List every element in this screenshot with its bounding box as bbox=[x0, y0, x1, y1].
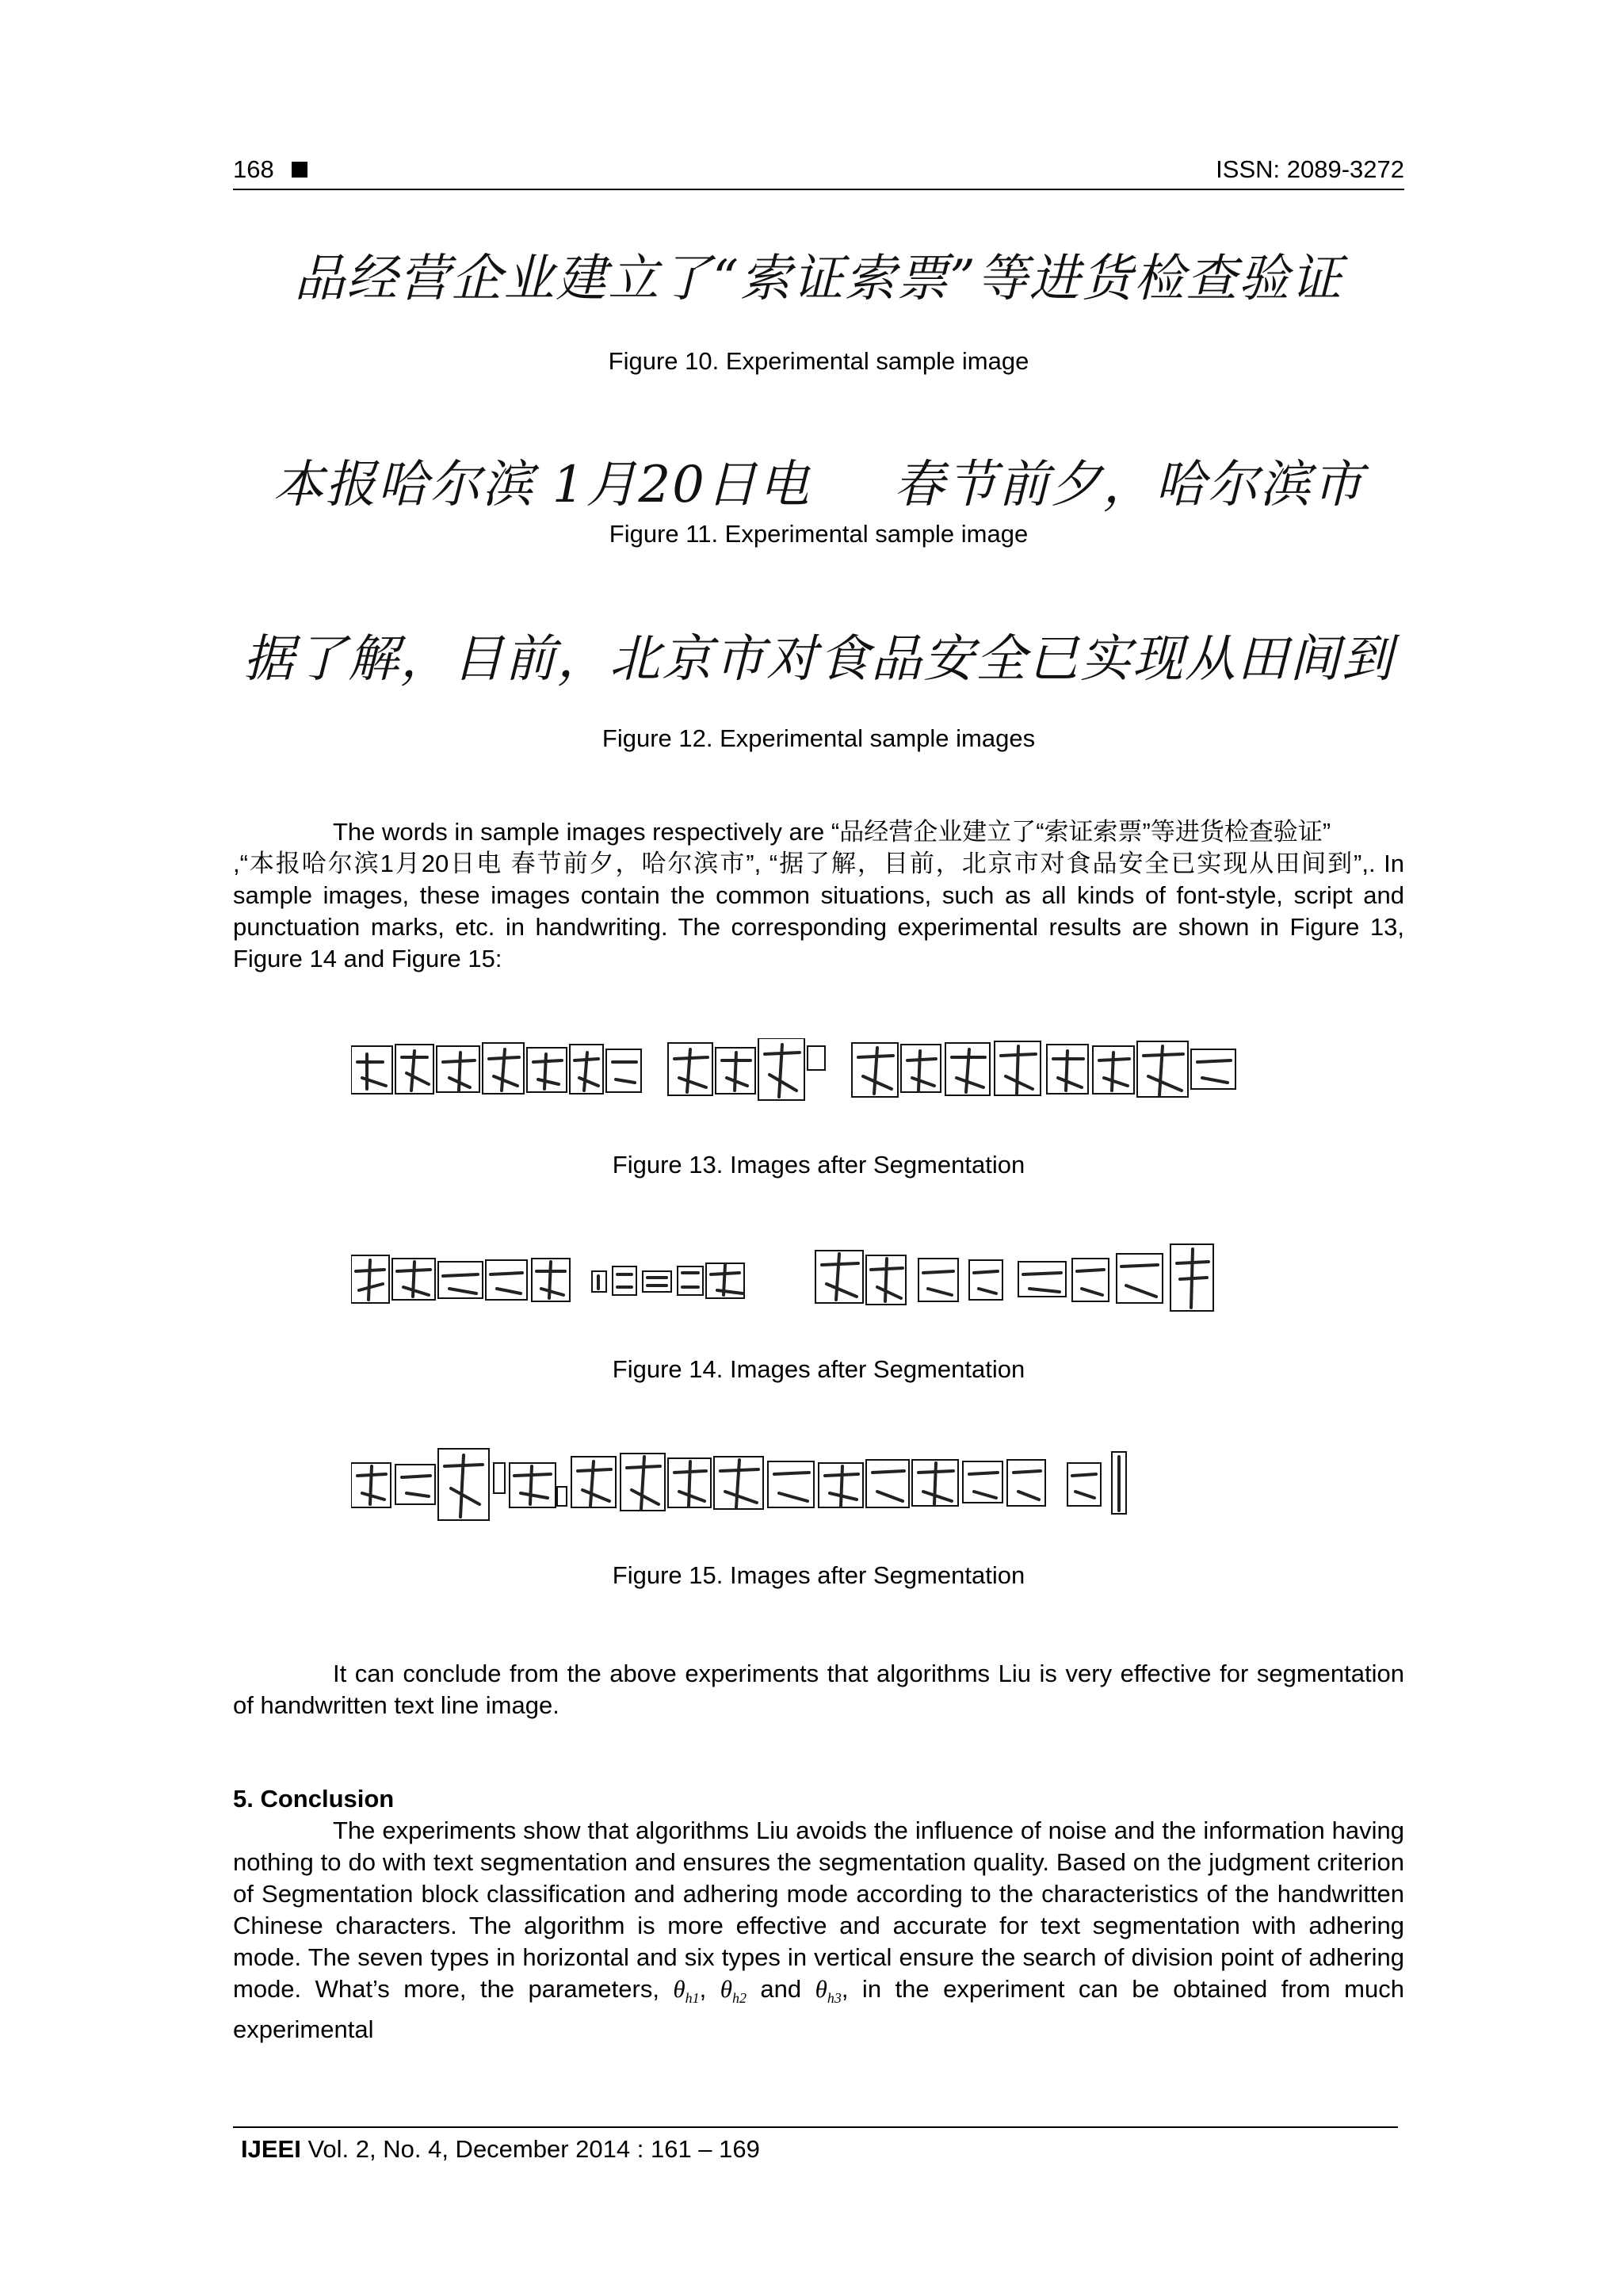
section-title-conclusion: 5. Conclusion bbox=[233, 1785, 395, 1813]
journal-name: IJEEI bbox=[241, 2135, 301, 2163]
figure-14-image bbox=[233, 1243, 1404, 1314]
figure-10-caption: Figure 10. Experimental sample image bbox=[608, 347, 1029, 375]
paragraph-line-1: The words in sample images respectively are “品经营企业建立了“索证索票”等进货检查验证” bbox=[333, 818, 1331, 846]
theta-h1: $\theta_{h1}$ bbox=[673, 1975, 700, 2007]
theta-h2: $\theta_{h2}$ bbox=[720, 1975, 747, 2007]
conclusion-main-text: The experiments show that algorithms Liu avoids the influence of noise and the information having nothing to do with text segmentation and ensures the segmentation quality. Based on the judgment criterion of Segmentation block classification and adhering mode according to the characteristics of the handwritten Chinese characters. The algorithm is more effective and accurate for text segmentation with adhering mode. The seven types in horizontal and six types in vertical ensure the search of division point of adhering mode. What’s more, the bbox=[233, 1817, 1404, 2003]
parameters-label: parameters, bbox=[528, 1975, 659, 2003]
conclusion-tail: , in the experiment can be obtained from much experimental bbox=[233, 1975, 1404, 2044]
figure-12-image: 据了解，目前，北京市对食品安全已实现从田间到 bbox=[243, 630, 1394, 689]
figure-10-image: 品经营企业建立了“索证索票”等进货检查验证 bbox=[294, 250, 1343, 308]
paragraph-conclusion: The experiments show that algorithms Liu avoids the influence of noise and the information having nothing to do with text segmentation and ensures the segmentation quality. Based on the judgment criterion of Segmentation block classification and adhering mode according to the characteristics of the handwritten Chinese characters. The algorithm is more effective and accurate for text segmentation with adhering mode. The seven types in horizontal and six types in vertical ensure the search of division point of adhering mode. What’s more, the parameters, $\theta_{h1}$, $\theta_{h2}$ and $\theta_{h3}$, in the experiment can be obtained from much experimental bbox=[233, 1817, 1404, 2044]
theta-h3: $\theta_{h3}$ bbox=[815, 1975, 842, 2007]
segmentation-boxes-15 bbox=[351, 1447, 1286, 1523]
square-bullet-icon bbox=[292, 162, 307, 178]
figure-14-caption: Figure 14. Images after Segmentation bbox=[612, 1355, 1025, 1383]
figure-11-text-a: 本报哈尔滨 1月20日电 bbox=[273, 456, 811, 514]
figure-15-image bbox=[233, 1447, 1404, 1523]
figure-11-caption: Figure 11. Experimental sample image bbox=[609, 520, 1029, 548]
and-word: and bbox=[760, 1975, 802, 2003]
header-rule bbox=[233, 189, 1404, 190]
figure-15-caption: Figure 15. Images after Segmentation bbox=[612, 1561, 1025, 1589]
journal-issue: Vol. 2, No. 4, December 2014 : 161 – 169 bbox=[307, 2135, 760, 2163]
figure-13-caption: Figure 13. Images after Segmentation bbox=[612, 1151, 1025, 1179]
paragraph-conclusion-experiments: It can conclude from the above experiments that algorithms Liu is very effective for segmentation of handwritten text line image. bbox=[233, 1660, 1404, 1719]
footer-rule bbox=[233, 2126, 1398, 2128]
page-header-left bbox=[233, 154, 307, 185]
paragraph-sample-words bbox=[233, 816, 1404, 975]
paragraph-rest: ,“本报哈尔滨1月20日电 春节前夕，哈尔滨市”, “据了解，目前，北京市对食品安全已实现从田间到”,. In sample images, these images contain the common situations, such as all kinds of font-style, script and punctuation marks, etc. in handwriting. The corresponding experimental results are shown in Figure 13, Figure 14 and Figure 15: bbox=[233, 850, 1404, 972]
issn: ISSN: 2089-3272 bbox=[1216, 155, 1404, 183]
page-number: 168 bbox=[233, 155, 274, 183]
figure-13-image bbox=[233, 1038, 1404, 1102]
figure-11-image bbox=[233, 444, 1404, 517]
figure-12-caption: Figure 12. Experimental sample images bbox=[601, 724, 1036, 752]
figure-11-text-b: 春节前夕，哈尔滨市 bbox=[893, 456, 1365, 514]
footer bbox=[241, 2134, 760, 2165]
segmentation-boxes-13 bbox=[351, 1038, 1286, 1102]
segmentation-boxes-14 bbox=[351, 1243, 1286, 1314]
